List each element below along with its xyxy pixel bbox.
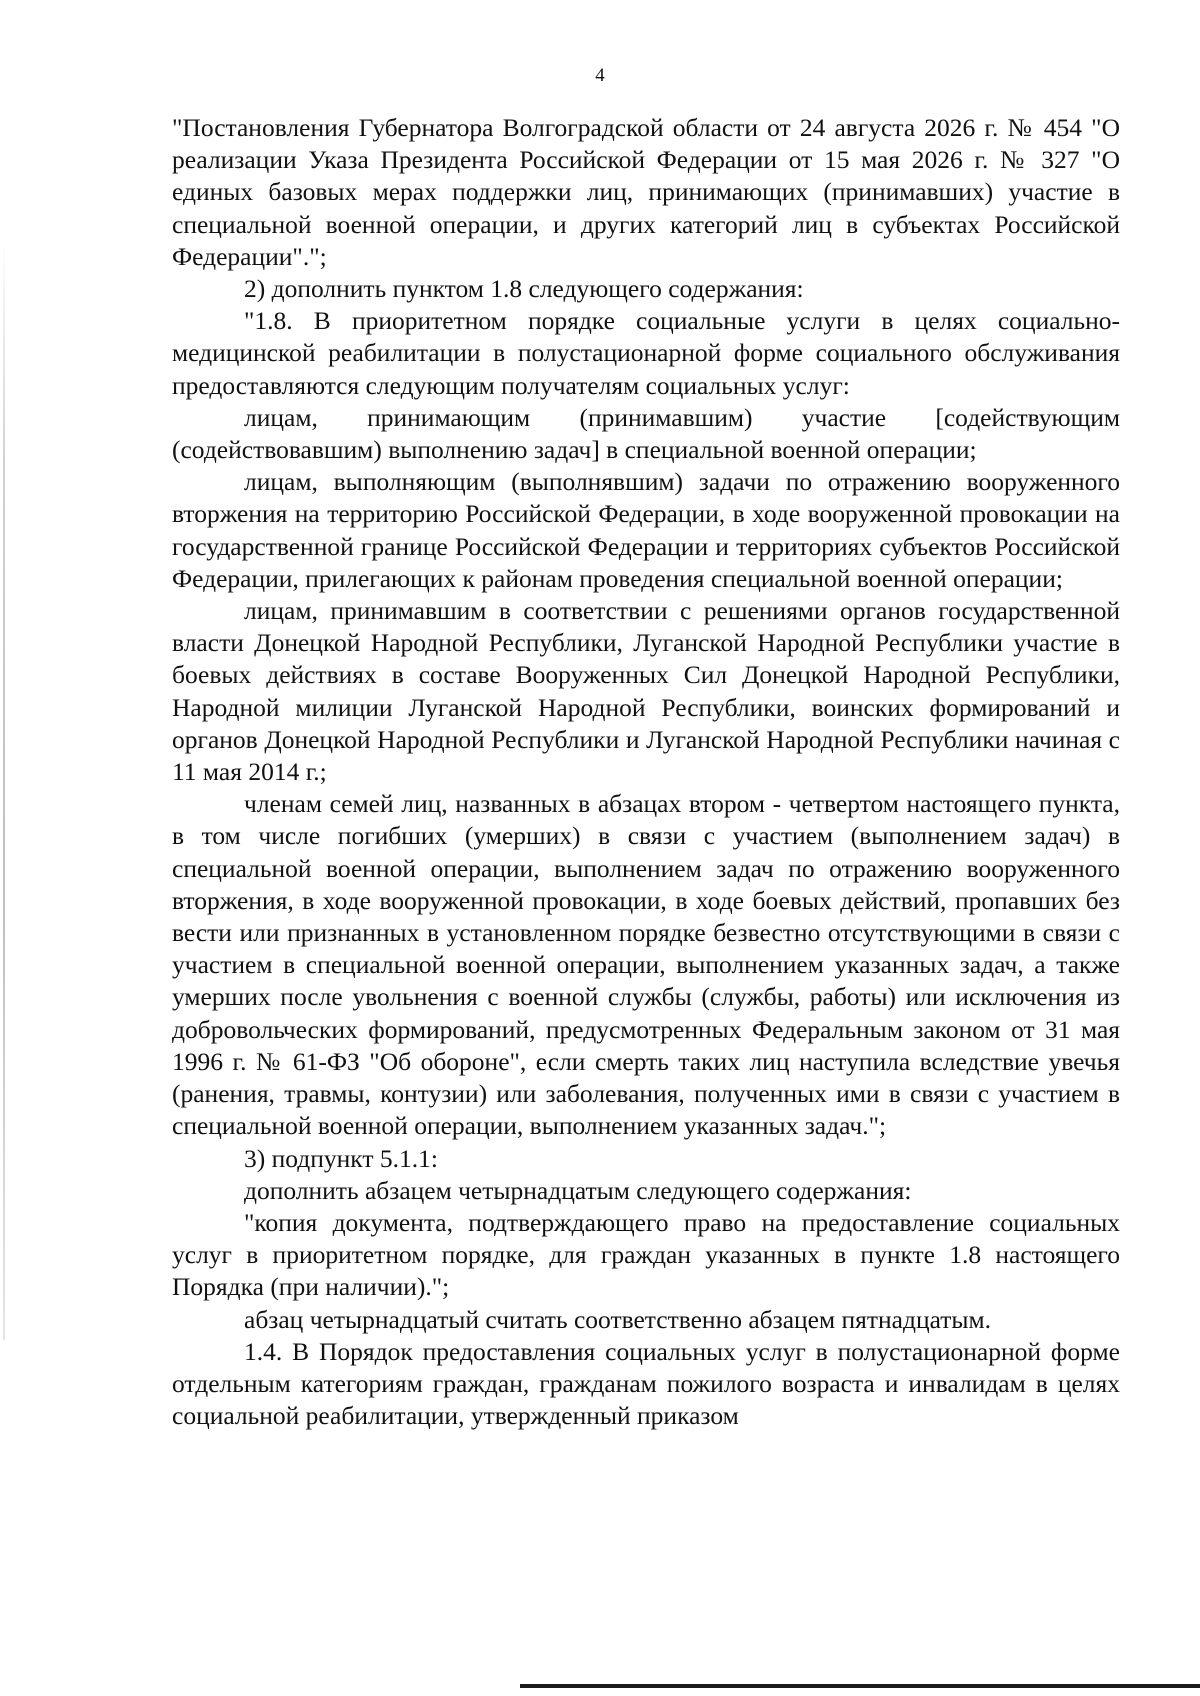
scan-edge-shadow	[3, 240, 5, 1340]
paragraph-clause-1-8: "1.8. В приоритетном порядке социальные услуги в целях социально-медицинской реабилитации в полустационарной форме социального обслуживания предоставляются следующим получателям социальных услуг:	[172, 306, 1120, 400]
document-body	[172, 112, 1120, 1432]
paragraph-clause-1-4: 1.4. В Порядок предоставления социальных услуг в полустационарной форме отдельным категориям граждан, гражданам пожилого возраста и инвалидам в целях социальной реабилитации, утвержденный приказом	[172, 1336, 1120, 1431]
scan-edge-bottom	[520, 1684, 1200, 1688]
paragraph-continuation: "Постановления Губернатора Волгоградской области от 24 августа 2026 г. № 454 "О реализации Указа Президента Российской Федерации от 15 мая 2026 г. № 327 "О единых базовых мерах поддержки лиц, принимающих (принимавших) участие в специальной военной операции, и других категорий лиц в субъектах Российской Федерации".";	[172, 113, 1120, 271]
paragraph-document-copy: "копия документа, подтверждающего право на предоставление социальных услуг в приоритетном порядке, для граждан указанных в пункте 1.8 настоящего Порядка (при наличии).";	[172, 1207, 1120, 1302]
paragraph-renumber: абзац четырнадцатый считать соответственно абзацем пятнадцатым.	[244, 1304, 992, 1334]
paragraph-item-3: 3) подпункт 5.1.1:	[244, 1143, 438, 1173]
paragraph-item-2: 2) дополнить пунктом 1.8 следующего содержания:	[244, 274, 804, 304]
paragraph-recipients-border: лицам, выполняющим (выполнявшим) задачи по отражению вооруженного вторжения на территорию Российской Федерации, в ходе вооруженной провокации на государственной границе Российской Федерации и территориях субъектов Российской Федерации, прилегающих к районам проведения специальной военной операции;	[172, 467, 1120, 593]
page-number: 4	[595, 65, 605, 86]
paragraph-family-members: членам семей лиц, названных в абзацах втором - четвертом настоящего пункта, в том числе погибших (умерших) в связи с участием (выполнением задач) в специальной военной операции, выполнением задач по отражению вооруженного вторжения, в ходе вооруженной провокации, в ходе боевых действий, пропавших без вести или признанных в установленном порядке безвестно отсутствующими в связи с участием в специальной военной операции, выполнением указанных задач, а также умерших после увольнения с военной службы (службы, работы) или исключения из добровольческих формирований, предусмотренных Федеральным законом от 31 мая 1996 г. № 61-ФЗ "Об обороне", если смерть таких лиц наступила вследствие увечья (ранения, травмы, контузии) или заболевания, полученных ими в связи с участием в специальной военной операции, выполнением указанных задач.";	[172, 789, 1120, 1141]
paragraph-recipients-svo: лицам, принимающим (принимавшим) участие [содействующим (содействовавшим) выполнению задач] в специальной военной операции;	[172, 402, 1120, 465]
paragraph-add-abzac: дополнить абзацем четырнадцатым следующего содержания:	[244, 1175, 912, 1205]
paragraph-recipients-dnr-lnr: лицам, принимавшим в соответствии с решениями органов государственной власти Донецкой Народной Республики, Луганской Народной Республики участие в боевых действиях в составе Вооруженных Сил Донецкой Народной Республики, Народной милиции Луганской Народной Республики, воинских формирований и органов Донецкой Народной Республики и Луганской Народной Республики начиная с 11 мая 2014 г.;	[172, 596, 1120, 787]
